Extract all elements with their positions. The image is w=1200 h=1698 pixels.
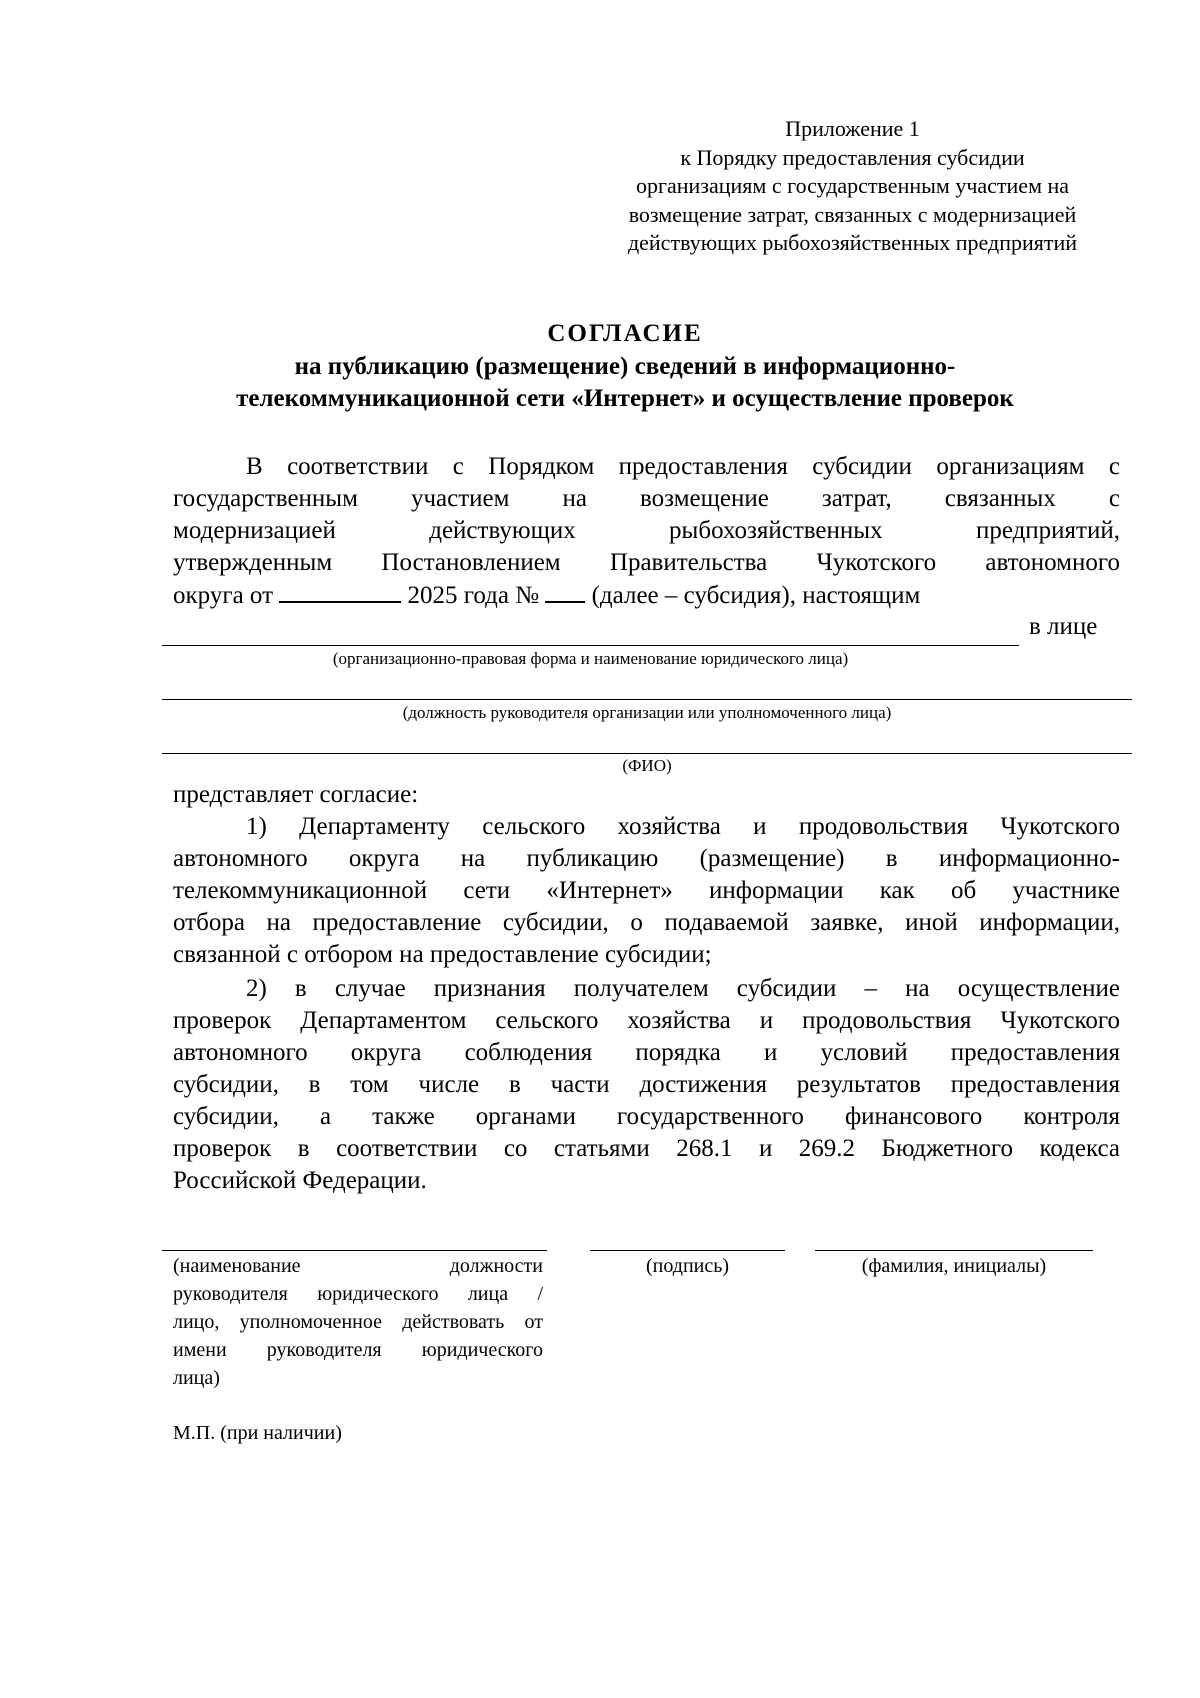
caption-line: (наименование должности	[173, 1255, 543, 1277]
consent-item-line: 1) Департаменту сельского хозяйства и продовольствия Чукотского	[246, 813, 1120, 840]
paragraph-line: утвержденным Постановлением Правительства Чукотского автономного	[173, 549, 1120, 576]
caption-line: лица)	[173, 1367, 220, 1389]
fio-caption: (ФИО)	[622, 756, 672, 775]
document-subtitle	[150, 351, 1100, 415]
position-caption: (должность руководителя организации или уполномоченного лица)	[402, 703, 892, 722]
subtitle-line: на публикацию (размещение) сведений в информационно-	[294, 353, 956, 380]
appendix-line: к Порядку предоставления субсидии	[680, 144, 1025, 170]
org-caption: (организационно-правовая форма и наименование юридического лица)	[332, 649, 849, 668]
consent-lead: представляет согласие:	[173, 781, 419, 808]
consent-item-line: связанной с отбором на предоставление субсидии;	[173, 941, 712, 968]
paragraph-line: модернизацией действующих рыбохозяйственных предприятий,	[173, 517, 1120, 544]
paragraph-line	[173, 579, 920, 612]
signature-caption: (подпись)	[645, 1255, 730, 1277]
text-fragment: (далее – субсидия), настоящим	[591, 582, 921, 609]
appendix-line: действующих рыбохозяйственных предприятий	[627, 230, 1078, 255]
name-signature-line	[815, 1250, 1093, 1251]
appendix-line: возмещение затрат, связанных с модернизацией	[628, 201, 1077, 227]
date-blank	[279, 579, 401, 603]
seal-note: М.П. (при наличии)	[173, 1422, 342, 1444]
consent-item-line: телекоммуникационной сети «Интернет» информации как об участнике	[173, 877, 1120, 904]
appendix-line: организациям с государственным участием на	[635, 173, 1070, 198]
paragraph-line: государственным участием на возмещение затрат, связанных с	[173, 485, 1120, 512]
paragraph-line: В соответствии с Порядком предоставления субсидии организациям с	[246, 453, 1120, 480]
org-name-line	[162, 645, 1019, 646]
consent-item-line: автономного округа на публикацию (размещение) в информационно-	[173, 845, 1120, 872]
caption-line: имени руководителя юридического	[173, 1339, 543, 1361]
consent-item-line: отбора на предоставление субсидии, о подаваемой заявке, иной информации,	[173, 909, 1120, 936]
consent-item-line: проверок в соответствии со статьями 268.1 и 269.2 Бюджетного кодекса	[173, 1135, 1120, 1162]
number-blank	[545, 579, 585, 603]
position-signature-line	[162, 1250, 547, 1251]
consent-item-line: субсидии, в том числе в части достижения результатов предоставления	[173, 1071, 1120, 1098]
signature-line	[590, 1250, 785, 1251]
document-title: СОГЛАСИЕ	[547, 320, 703, 347]
position-signature-caption	[173, 1252, 543, 1392]
text-fragment: округа от	[173, 582, 274, 609]
subtitle-line: телекоммуникационной сети «Интернет» и осуществление проверок	[236, 385, 1014, 412]
title-block	[150, 317, 1100, 415]
position-line	[162, 699, 1132, 700]
consent-item-line: Российской Федерации.	[173, 1167, 427, 1194]
caption-line: руководителя юридического лица /	[173, 1283, 543, 1305]
text-fragment: 2025 года №	[407, 582, 540, 609]
consent-item-line: автономного округа соблюдения порядка и условий предоставления	[173, 1039, 1120, 1066]
consent-item-line: проверок Департаментом сельского хозяйства и продовольствия Чукотского	[173, 1007, 1120, 1034]
consent-item-line: субсидии, а также органами государственного финансового контроля	[173, 1103, 1120, 1130]
appendix-line: Приложение 1	[785, 116, 920, 141]
consent-item-line: 2) в случае признания получателем субсидии – на осуществление	[246, 975, 1120, 1002]
fio-line	[162, 753, 1132, 754]
appendix-header	[580, 115, 1125, 258]
name-caption: (фамилия, инициалы)	[861, 1255, 1047, 1277]
in-person-text: в лице	[1029, 613, 1098, 640]
caption-line: лицо, уполномоченное действовать от	[173, 1311, 543, 1333]
